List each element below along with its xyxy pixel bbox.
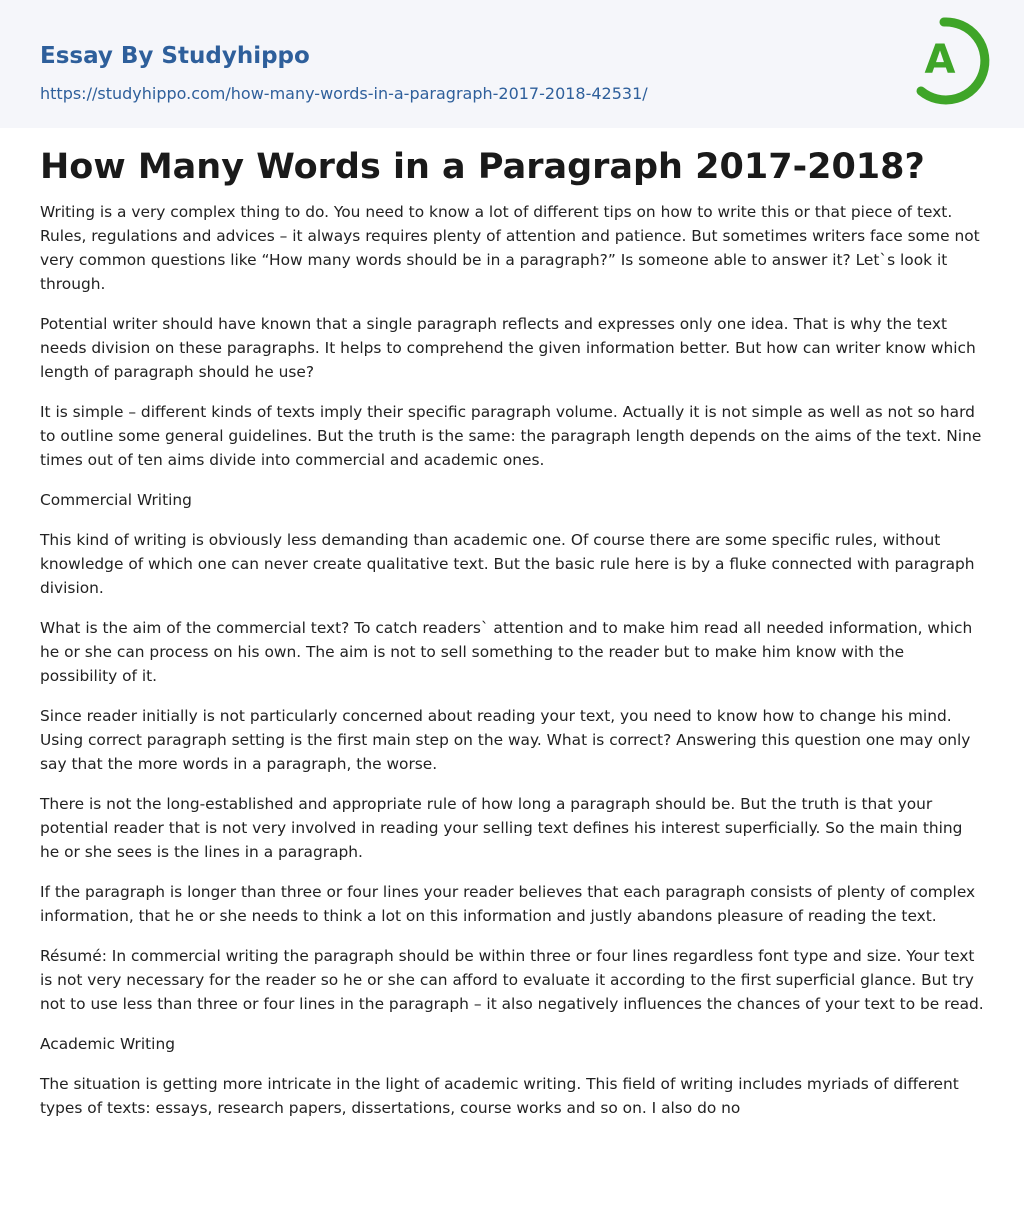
paragraph: There is not the long-established and appropriate rule of how long a paragraph should be. But the truth is that your potential reader that is not very involved in reading your selling text defines his interest superficially. So the main thing he or she sees is the lines in a paragraph. — [40, 795, 963, 861]
paragraph: If the paragraph is longer than three or four lines your reader believes that each paragraph consists of plenty of complex information, that he or she needs to think a lot on this information and justly abandons pleasure of reading the text. — [40, 883, 976, 925]
paragraph: Potential writer should have known that a single paragraph reflects and expresses only one idea. That is why the text needs division on these paragraphs. It helps to comprehend the given information better. But how can writer know which length of paragraph should he use? — [40, 315, 976, 381]
paragraph: What is the aim of the commercial text? To catch readers` attention and to make him read all needed information, which he or she can process on his own. The aim is not to sell something to the reader but to make him know with the possibility of it. — [40, 619, 973, 685]
paragraph: Writing is a very complex thing to do. You need to know a lot of different tips on how to write this or that piece of text. Rules, regulations and advices – it always requires plenty of attention and patience. But sometimes writers face some not very common questions like “How many words should be in a paragraph?” Is someone able to answer it? Let`s look it through. — [40, 203, 980, 293]
paragraph: It is simple – different kinds of texts imply their specific paragraph volume. Actually it is not simple as well as not so hard to outline some general guidelines. But the truth is the same: the paragraph length depends on the aims of the text. Nine times out of ten aims divide into commercial and academic ones. — [40, 403, 982, 469]
section-heading-commercial: Commercial Writing — [40, 491, 192, 509]
logo-letter: A — [924, 37, 956, 83]
studyhippo-logo-icon[interactable] — [906, 16, 996, 106]
article-url-link[interactable]: https://studyhippo.com/how-many-words-in-a-paragraph-2017-2018-42531/ — [40, 84, 648, 103]
site-brand[interactable]: Essay By Studyhippo — [40, 43, 310, 69]
section-heading-academic: Academic Writing — [40, 1035, 175, 1053]
paragraph: Since reader initially is not particularly concerned about reading your text, you need to know how to change his mind. Using correct paragraph setting is the first main step on the way. What is correct? Answering this question one may only say that the more words in a paragraph, the worse. — [40, 707, 971, 773]
article-content — [40, 144, 986, 1136]
paragraph: Résumé: In commercial writing the paragraph should be within three or four lines regardless font type and size. Your text is not very necessary for the reader so he or she can afford to evaluate it according to the first superficial glance. But try not to use less than three or four lines in the paragraph – it also negatively influences the chances of your text to be read. — [40, 947, 984, 1013]
paragraph: The situation is getting more intricate in the light of academic writing. This field of writing includes myriads of different types of texts: essays, research papers, dissertations, course works and so on. I also do no — [40, 1075, 959, 1117]
site-header — [0, 0, 1024, 128]
article-title: How Many Words in a Paragraph 2017-2018? — [40, 147, 925, 187]
paragraph: This kind of writing is obviously less demanding than academic one. Of course there are some specific rules, without knowledge of which one can never create qualitative text. But the basic rule here is by a fluke connected with paragraph division. — [40, 531, 975, 597]
